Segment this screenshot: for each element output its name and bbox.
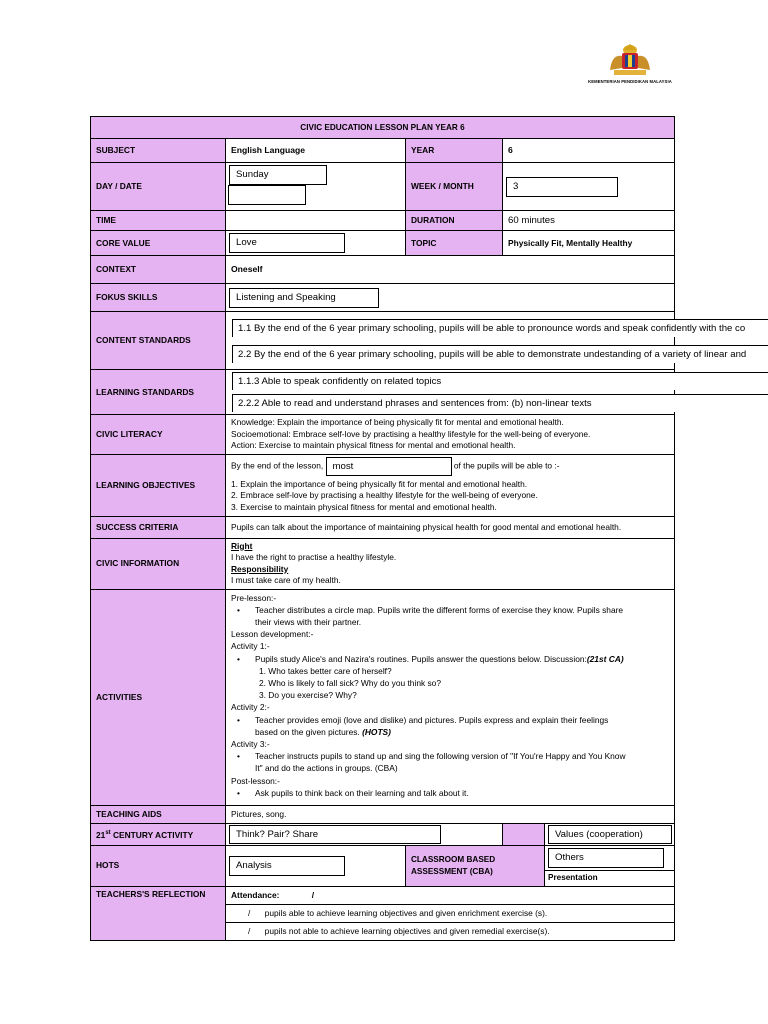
civic-literacy-socioemotional: Socioemotional: Embrace self-love by practising a healthy lifestyle for the well-being of everyone. xyxy=(231,428,591,439)
values-field[interactable]: Values (cooperation) xyxy=(548,825,672,844)
value-success-criteria: Pupils can talk about the importance of maintaining physical health for good mental and emotional health. xyxy=(226,516,675,538)
label-hots: HOTS xyxy=(91,845,226,886)
objective-1: 1. Explain the importance of being physically fit for mental and emotional health. xyxy=(231,478,528,489)
fokus-skills-field[interactable]: Listening and Speaking xyxy=(229,288,379,308)
ministry-logo xyxy=(560,42,700,88)
activity-1-tag: (21st CA) xyxy=(586,653,624,664)
value-subject: English Language xyxy=(226,139,406,163)
objective-2: 2. Embrace self-love by practising a healthy lifestyle for the well-being of everyone. xyxy=(231,490,538,500)
reflection-2-slash: / xyxy=(248,925,251,936)
activity-1-step: Pupils study Alice's and Nazira's routines. Pupils answer the questions below. Discussion: xyxy=(255,653,587,664)
label-duration: DURATION xyxy=(406,211,503,231)
value-context: Oneself xyxy=(226,256,675,284)
label-cba: CLASSROOM BASED ASSESSMENT (CBA) xyxy=(406,845,545,886)
label-core-value: CORE VALUE xyxy=(91,231,226,256)
row-civic-information xyxy=(91,538,675,589)
objective-3: 3. Exercise to maintain physical fitness for mental and emotional health. xyxy=(231,501,497,512)
row-learning-standards xyxy=(91,370,675,415)
row-teaching-aids xyxy=(91,805,675,823)
cba-presentation: Presentation xyxy=(545,870,674,884)
label-teaching-aids: TEACHING AIDS xyxy=(91,805,226,823)
activity-3-step: Teacher instructs pupils to stand up and sing the following version of "If You're Happy and You Know xyxy=(255,751,626,762)
row-activities xyxy=(91,589,675,805)
pre-lesson-step: Teacher distributes a circle map. Pupils write the different forms of exercise they know. Pupils share xyxy=(255,604,624,615)
label-21st-century-activity: 21st CENTURY ACTIVITY xyxy=(91,823,226,845)
activity-2-tag: (HOTS) xyxy=(362,726,391,737)
value-time xyxy=(226,211,406,231)
right-text: I have the right to practise a healthy lifestyle. xyxy=(231,552,397,562)
ministry-name: KEMENTERIAN PENDIDIKAN MALAYSIA xyxy=(588,79,672,84)
pre-lesson-heading: Pre-lesson:- xyxy=(231,592,277,603)
lesson-development-heading: Lesson development:- xyxy=(231,629,314,640)
civic-literacy-knowledge: Knowledge: Explain the importance of being physically fit for mental and emotional health. xyxy=(231,417,564,427)
row-reflection-attendance xyxy=(91,886,675,904)
label-content-standards: CONTENT STANDARDS xyxy=(91,312,226,370)
reflection-2-text: pupils not able to achieve learning objectives and given remedial exercise(s). xyxy=(264,925,550,936)
lo-suffix: of the pupils will be able to :- xyxy=(453,460,560,471)
row-21st-century xyxy=(91,823,675,845)
label-year: YEAR xyxy=(406,139,503,163)
question-2: 2. Who is likely to fall sick? Why do you think so? xyxy=(259,677,441,688)
hots-field[interactable]: Analysis xyxy=(229,856,345,876)
cba-field[interactable]: Others xyxy=(548,848,664,868)
post-lesson-heading: Post-lesson:- xyxy=(231,775,280,786)
label-learning-objectives: LEARNING OBJECTIVES xyxy=(91,454,226,516)
date-field[interactable] xyxy=(228,185,306,205)
label-success-criteria: SUCCESS CRITERIA xyxy=(91,516,226,538)
row-context xyxy=(91,256,675,284)
row-learning-objectives xyxy=(91,454,675,516)
century-activity-field[interactable]: Think? Pair? Share xyxy=(229,825,441,844)
label-subject: SUBJECT xyxy=(91,139,226,163)
day-date-field[interactable]: Sunday xyxy=(229,165,327,185)
label-context: CONTEXT xyxy=(91,256,226,284)
activity-2-step: Teacher provides emoji (love and dislike) and pictures. Pupils express and explain their feelings xyxy=(255,714,609,725)
value-topic: Physically Fit, Mentally Healthy xyxy=(503,231,675,256)
learning-standard-2: 2.2.2 Able to read and understand phrases and sentences from: (b) non-linear texts xyxy=(232,394,768,412)
learning-standard-1: 1.1.3 Able to speak confidently on related topics xyxy=(232,372,768,390)
label-week-month: WEEK / MONTH xyxy=(406,163,503,211)
label-learning-standards: LEARNING STANDARDS xyxy=(91,370,226,415)
activity-1-heading: Activity 1:- xyxy=(231,641,270,652)
label-activities: ACTIVITIES xyxy=(91,589,226,805)
row-success-criteria xyxy=(91,516,675,538)
value-duration: 60 minutes xyxy=(503,211,675,231)
label-reflection: TEACHERS'S REFLECTION xyxy=(91,886,226,940)
label-topic: TOPIC xyxy=(406,231,503,256)
attendance-label: Attendance: xyxy=(231,889,280,900)
row-fokus-skills xyxy=(91,284,675,312)
responsibility-text: I must take care of my health. xyxy=(231,575,341,585)
label-fokus-skills: FOKUS SKILLS xyxy=(91,284,226,312)
row-hots xyxy=(91,845,675,886)
attendance-separator: / xyxy=(311,889,315,900)
row-day-date xyxy=(91,163,675,211)
label-civic-information: CIVIC INFORMATION xyxy=(91,538,226,589)
right-heading: Right xyxy=(231,540,253,551)
reflection-1-slash: / xyxy=(248,907,251,918)
post-lesson-step: • Ask pupils to think back on their learning and talk about it. xyxy=(231,787,669,799)
row-subject xyxy=(91,139,675,163)
lesson-plan-table xyxy=(90,116,747,941)
lo-quantity-field[interactable]: most xyxy=(326,457,452,476)
value-teaching-aids: Pictures, song. xyxy=(226,805,675,823)
row-core-value xyxy=(91,231,675,256)
coat-of-arms-icon xyxy=(600,42,660,78)
row-time xyxy=(91,211,675,231)
question-1: 1. Who takes better care of herself? xyxy=(259,665,392,676)
content-standard-2: 2.2 By the end of the 6 year primary schooling, pupils will be able to demonstrate undestanding of a variety of linear and xyxy=(232,345,768,363)
activity-3-step-cont: It" and do the actions in groups. (CBA) xyxy=(255,763,398,774)
row-civic-literacy xyxy=(91,415,675,455)
label-civic-literacy: CIVIC LITERACY xyxy=(91,415,226,455)
pre-lesson-step-cont: their views with their partner. xyxy=(255,616,362,627)
label-time: TIME xyxy=(91,211,226,231)
label-day-date: DAY / DATE xyxy=(91,163,226,211)
content-standard-1: 1.1 By the end of the 6 year primary schooling, pupils will be able to pronounce words and speak confidently with the co xyxy=(232,319,768,337)
question-3: 3. Do you exercise? Why? xyxy=(259,690,357,701)
activity-3-heading: Activity 3:- xyxy=(231,738,270,749)
week-month-field[interactable]: 3 xyxy=(506,177,618,197)
civic-literacy-action: Action: Exercise to maintain physical fitness for mental and emotional health. xyxy=(231,440,516,450)
activity-2-heading: Activity 2:- xyxy=(231,702,270,713)
lo-prefix: By the end of the lesson, xyxy=(231,460,324,471)
reflection-1-text: pupils able to achieve learning objectives and given enrichment exercise (s). xyxy=(264,907,548,918)
century-activity-pink-cell xyxy=(503,823,545,845)
row-content-standards xyxy=(91,312,675,370)
core-value-field[interactable]: Love xyxy=(229,233,345,253)
activity-2-step-cont: based on the given pictures. xyxy=(255,726,360,737)
value-year: 6 xyxy=(503,139,675,163)
responsibility-heading: Responsibility xyxy=(231,563,289,574)
title-row xyxy=(91,117,675,139)
plan-title: CIVIC EDUCATION LESSON PLAN YEAR 6 xyxy=(91,117,675,139)
